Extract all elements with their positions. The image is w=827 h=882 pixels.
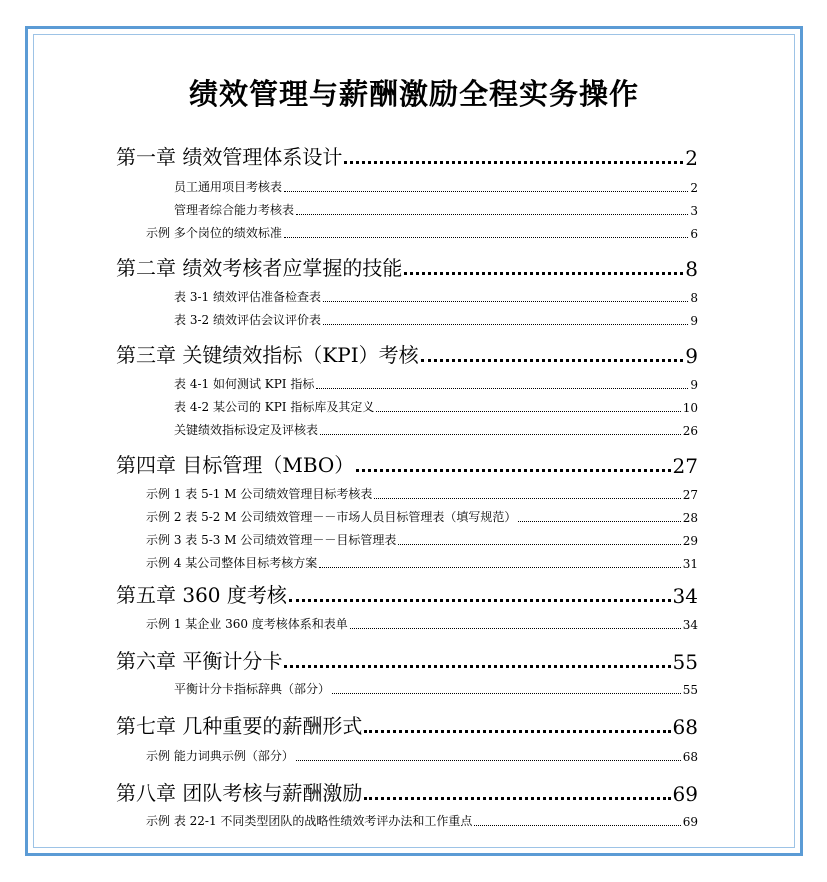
toc-page-number: 68 xyxy=(682,750,698,764)
toc-leader-dots xyxy=(319,567,680,568)
toc-page-number: 68 xyxy=(672,715,698,739)
toc-page-number: 29 xyxy=(682,534,698,548)
toc-page-number: 9 xyxy=(685,344,698,368)
toc-chapter-entry[interactable] xyxy=(116,253,698,281)
toc-page-number: 34 xyxy=(672,584,698,608)
toc-sub-entry[interactable] xyxy=(146,224,698,241)
toc-page-number: 2 xyxy=(690,181,698,195)
toc-entry-label: 平衡计分卡指标辞典（部分） xyxy=(174,682,331,696)
toc-page-number: 6 xyxy=(690,227,698,241)
toc-sub-entry[interactable] xyxy=(146,485,698,502)
toc-leader-dots xyxy=(296,214,688,215)
toc-leader-dots xyxy=(376,411,680,412)
toc-sub-entry[interactable] xyxy=(174,178,698,195)
toc-leader-dots xyxy=(289,599,671,602)
toc-leader-dots xyxy=(364,730,670,733)
toc-sub-entry[interactable] xyxy=(146,554,698,571)
toc-chapter-entry[interactable] xyxy=(116,711,698,739)
toc-chapter-entry[interactable] xyxy=(116,340,698,368)
toc-leader-dots xyxy=(284,237,689,238)
toc-entry-label: 示例 4 某公司整体目标考核方案 xyxy=(146,556,318,570)
toc-sub-entry[interactable] xyxy=(174,680,698,697)
toc-leader-dots xyxy=(344,161,683,164)
toc-leader-dots xyxy=(284,191,688,192)
toc-page-number: 27 xyxy=(672,454,698,478)
toc-entry-label: 第七章 几种重要的薪酬形式 xyxy=(116,714,363,738)
toc-entry-label: 第二章 绩效考核者应掌握的技能 xyxy=(116,256,403,280)
toc-page-number: 3 xyxy=(690,204,698,218)
toc-chapter-entry[interactable] xyxy=(116,142,698,170)
toc-page-number: 2 xyxy=(685,146,698,170)
toc-leader-dots xyxy=(364,797,670,800)
toc-entry-label: 表 4-1 如何测试 KPI 指标 xyxy=(174,377,315,391)
toc-sub-entry[interactable] xyxy=(174,288,698,305)
toc-page-number: 55 xyxy=(672,650,698,674)
toc-page-number: 26 xyxy=(682,424,698,438)
toc-entry-label: 第六章 平衡计分卡 xyxy=(116,649,283,673)
toc-entry-label: 示例 3 表 5-3 M 公司绩效管理－－目标管理表 xyxy=(146,533,397,547)
toc-sub-entry[interactable] xyxy=(146,747,698,764)
toc-sub-entry[interactable] xyxy=(146,508,698,525)
toc-entry-label: 表 4-2 某公司的 KPI 指标库及其定义 xyxy=(174,400,375,414)
toc-page-number: 69 xyxy=(672,782,698,806)
toc-leader-dots xyxy=(518,521,680,522)
toc-page-number: 69 xyxy=(682,815,698,829)
toc-leader-dots xyxy=(284,665,670,668)
toc-sub-entry[interactable] xyxy=(146,531,698,548)
document-page xyxy=(34,35,794,847)
toc-leader-dots xyxy=(323,324,688,325)
toc-entry-label: 表 3-2 绩效评估会议评价表 xyxy=(174,313,321,327)
toc-chapter-entry[interactable] xyxy=(116,450,698,478)
toc-page-number: 9 xyxy=(690,378,698,392)
toc-entry-label: 示例 2 表 5-2 M 公司绩效管理－－市场人员目标管理表（填写规范） xyxy=(146,510,517,524)
toc-sub-entry[interactable] xyxy=(146,812,698,829)
toc-leader-dots xyxy=(374,498,680,499)
toc-page-number: 28 xyxy=(682,511,698,525)
toc-chapter-entry[interactable] xyxy=(116,580,698,608)
toc-entry-label: 示例 表 22-1 不同类型团队的战略性绩效考评办法和工作重点 xyxy=(146,814,473,828)
toc-leader-dots xyxy=(404,272,683,275)
toc-leader-dots xyxy=(323,301,688,302)
toc-leader-dots xyxy=(350,628,681,629)
toc-chapter-entry[interactable] xyxy=(116,646,698,674)
toc-page-number: 34 xyxy=(682,618,698,632)
toc-sub-entry[interactable] xyxy=(146,615,698,632)
toc-leader-dots xyxy=(421,359,684,362)
toc-entry-label: 示例 1 某企业 360 度考核体系和表单 xyxy=(146,617,348,631)
toc-leader-dots xyxy=(316,388,688,389)
toc-entry-label: 第一章 绩效管理体系设计 xyxy=(116,145,343,169)
toc-entry-label: 关键绩效指标设定及评核表 xyxy=(174,423,319,437)
document-title: 绩效管理与薪酬激励全程实务操作 xyxy=(188,77,639,111)
toc-page-number: 8 xyxy=(685,257,698,281)
toc-entry-label: 第三章 关键绩效指标（KPI）考核 xyxy=(116,343,419,367)
toc-page-number: 9 xyxy=(690,314,698,328)
cut-off-entry xyxy=(116,842,156,847)
toc-page-number: 10 xyxy=(682,401,698,415)
toc-sub-entry[interactable] xyxy=(174,201,698,218)
toc-leader-dots xyxy=(320,434,681,435)
toc-leader-dots xyxy=(474,825,680,826)
toc-page-number: 31 xyxy=(682,557,698,571)
toc-sub-entry[interactable] xyxy=(174,311,698,328)
toc-entry-label: 示例 能力词典示例（部分） xyxy=(146,749,294,763)
toc-entry-label: 示例 1 表 5-1 M 公司绩效管理目标考核表 xyxy=(146,487,373,501)
toc-entry-label: 管理者综合能力考核表 xyxy=(174,203,295,217)
toc-entry-label: 第五章 360 度考核 xyxy=(116,583,287,607)
toc-sub-entry[interactable] xyxy=(174,398,698,415)
toc-page-number: 55 xyxy=(682,683,698,697)
toc-entry-label: 表 3-1 绩效评估准备检查表 xyxy=(174,290,321,304)
toc-sub-entry[interactable] xyxy=(174,375,698,392)
toc-leader-dots xyxy=(398,544,680,545)
toc-page-number: 27 xyxy=(682,488,698,502)
toc-entry-label: 第八章 团队考核与薪酬激励 xyxy=(116,781,363,805)
toc-entry-label: 员工通用项目考核表 xyxy=(174,180,283,194)
toc-leader-dots xyxy=(332,693,681,694)
toc-leader-dots xyxy=(356,469,670,472)
toc-entry-label: 示例 多个岗位的绩效标准 xyxy=(146,226,282,240)
toc-entry-label: 第四章 目标管理（MBO） xyxy=(116,453,355,477)
toc-sub-entry[interactable] xyxy=(174,421,698,438)
toc-chapter-entry[interactable] xyxy=(116,778,698,806)
toc-leader-dots xyxy=(296,760,681,761)
toc-page-number: 8 xyxy=(690,291,698,305)
